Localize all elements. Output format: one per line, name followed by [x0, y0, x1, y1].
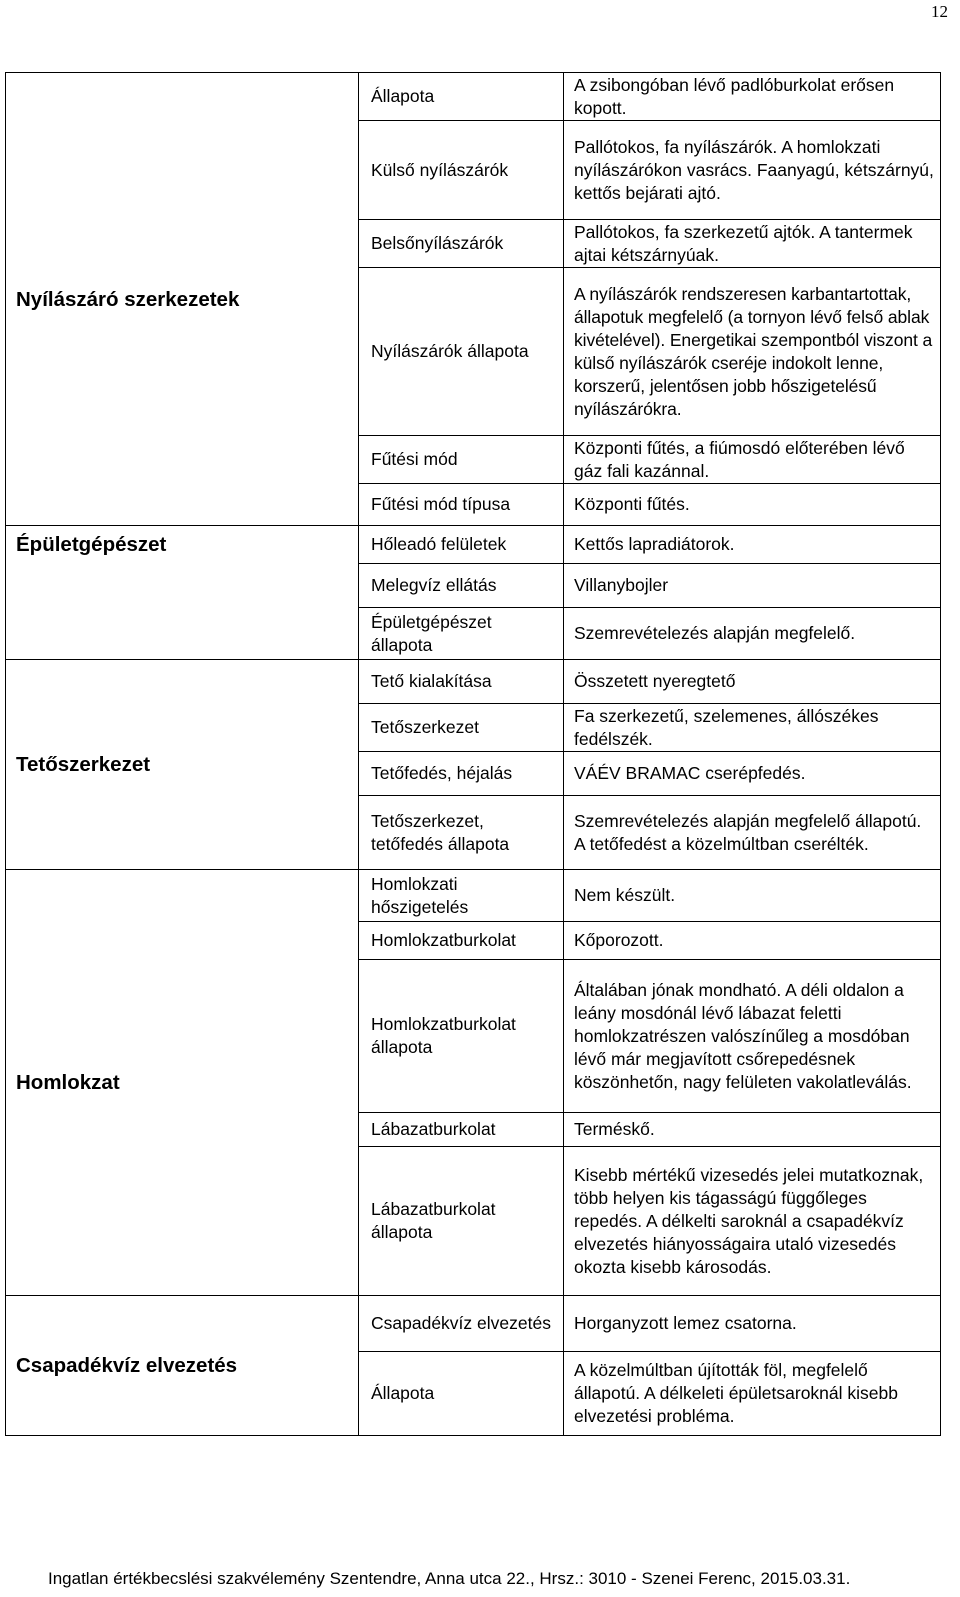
row-label: Hőleadó felületek	[359, 526, 564, 564]
page-number: 12	[931, 2, 948, 21]
row-label: Fűtési mód	[359, 436, 564, 484]
row-label: Homlokzati hőszigetelés	[359, 870, 564, 922]
table-row	[6, 608, 941, 660]
table-row	[6, 73, 941, 121]
row-value: Kettős lapradiátorok.	[564, 526, 941, 564]
row-label: Homlokzatburkolat	[359, 922, 564, 960]
row-value: Fa szerkezetű, szelemenes, állószékes fedélszék.	[564, 704, 941, 752]
row-value: Nem készült.	[564, 870, 941, 922]
row-value: Szemrevételezés alapján megfelelő.	[564, 608, 941, 660]
row-label: Tető kialakítása	[359, 660, 564, 704]
row-value: Kőporozott.	[564, 922, 941, 960]
row-value: Terméskő.	[564, 1113, 941, 1147]
row-label: Csapadékvíz elvezetés	[359, 1296, 564, 1352]
row-label: Tetőszerkezet	[359, 704, 564, 752]
section-spacer	[6, 564, 359, 608]
row-value: Központi fűtés.	[564, 484, 941, 526]
section-title-csapadekviz: Csapadékvíz elvezetés	[6, 1296, 359, 1436]
table-row	[6, 526, 941, 564]
section-title-tetoszerkezet: Tetőszerkezet	[6, 660, 359, 870]
table-row	[6, 870, 941, 922]
row-value: A közelmúltban újították föl, megfelelő állapotú. A délkeleti épületsaroknál kisebb elvezetési probléma.	[564, 1352, 941, 1436]
table-row	[6, 1296, 941, 1352]
row-value: Horganyzott lemez csatorna.	[564, 1296, 941, 1352]
row-label: Nyílászárók állapota	[359, 268, 564, 436]
section-title-epuletgepeszet: Épületgépészet	[6, 526, 359, 564]
row-value: Kisebb mértékű vizesedés jelei mutatkoznak, több helyen kis tágasságú függőleges repedés. A délkelti saroknál a csapadékvíz elvezetés hiányosságaira utaló vizesedés okozta kisebb károsodás.	[564, 1147, 941, 1296]
row-label: Állapota	[359, 1352, 564, 1436]
table-row	[6, 660, 941, 704]
property-condition-table	[5, 72, 941, 1436]
section-spacer	[6, 608, 359, 660]
row-label: Épületgépészet állapota	[359, 608, 564, 660]
row-label: Melegvíz ellátás	[359, 564, 564, 608]
row-value: A zsibongóban lévő padlóburkolat erősen kopott.	[564, 73, 941, 121]
row-label: Lábazatburkolat	[359, 1113, 564, 1147]
row-label: Külső nyílászárók	[359, 121, 564, 220]
row-label: Homlokzatburkolat állapota	[359, 960, 564, 1113]
row-label: Tetőfedés, héjalás	[359, 752, 564, 796]
row-value: Központi fűtés, a fiúmosdó előterében lévő gáz fali kazánnal.	[564, 436, 941, 484]
row-value: Pallótokos, fa szerkezetű ajtók. A tantermek ajtai kétszárnyúak.	[564, 220, 941, 268]
row-value: A nyílászárók rendszeresen karbantartottak, állapotuk megfelelő (a tornyon lévő felső ablak kivételével). Energetikai szempontból viszont a külső nyílászárók cseréje indokolt lenne, korszerű, jelentősen jobb hőszigetelésű nyílászárókra.	[564, 268, 941, 436]
section-title-nyilaszaro: Nyílászáró szerkezetek	[6, 73, 359, 526]
table-row	[6, 564, 941, 608]
section-title-homlokzat: Homlokzat	[6, 870, 359, 1296]
row-value: Általában jónak mondható. A déli oldalon a leány mosdónál lévő lábazat feletti homlokzatrészen valószínűleg a mosdóban lévő már megjavított csőrepedésnek köszönhetőn, nagy felületen vakolatleválás.	[564, 960, 941, 1113]
row-value: VÁÉV BRAMAC cserépfedés.	[564, 752, 941, 796]
row-label: Belsőnyílászárók	[359, 220, 564, 268]
row-value: Pallótokos, fa nyílászárók. A homlokzati nyílászárókon vasrács. Faanyagú, kétszárnyú, kettős bejárati ajtó.	[564, 121, 941, 220]
row-label: Lábazatburkolat állapota	[359, 1147, 564, 1296]
row-label: Állapota	[359, 73, 564, 121]
page-footer: Ingatlan értékbecslési szakvélemény Szentendre, Anna utca 22., Hrsz.: 3010 - Szenei Ferenc, 2015.03.31.	[48, 1569, 851, 1588]
row-value: Szemrevételezés alapján megfelelő állapotú. A tetőfedést a közelmúltban cserélték.	[564, 796, 941, 870]
row-label: Tetőszerkezet, tetőfedés állapota	[359, 796, 564, 870]
row-value: Összetett nyeregtető	[564, 660, 941, 704]
row-value: Villanybojler	[564, 564, 941, 608]
row-label: Fűtési mód típusa	[359, 484, 564, 526]
